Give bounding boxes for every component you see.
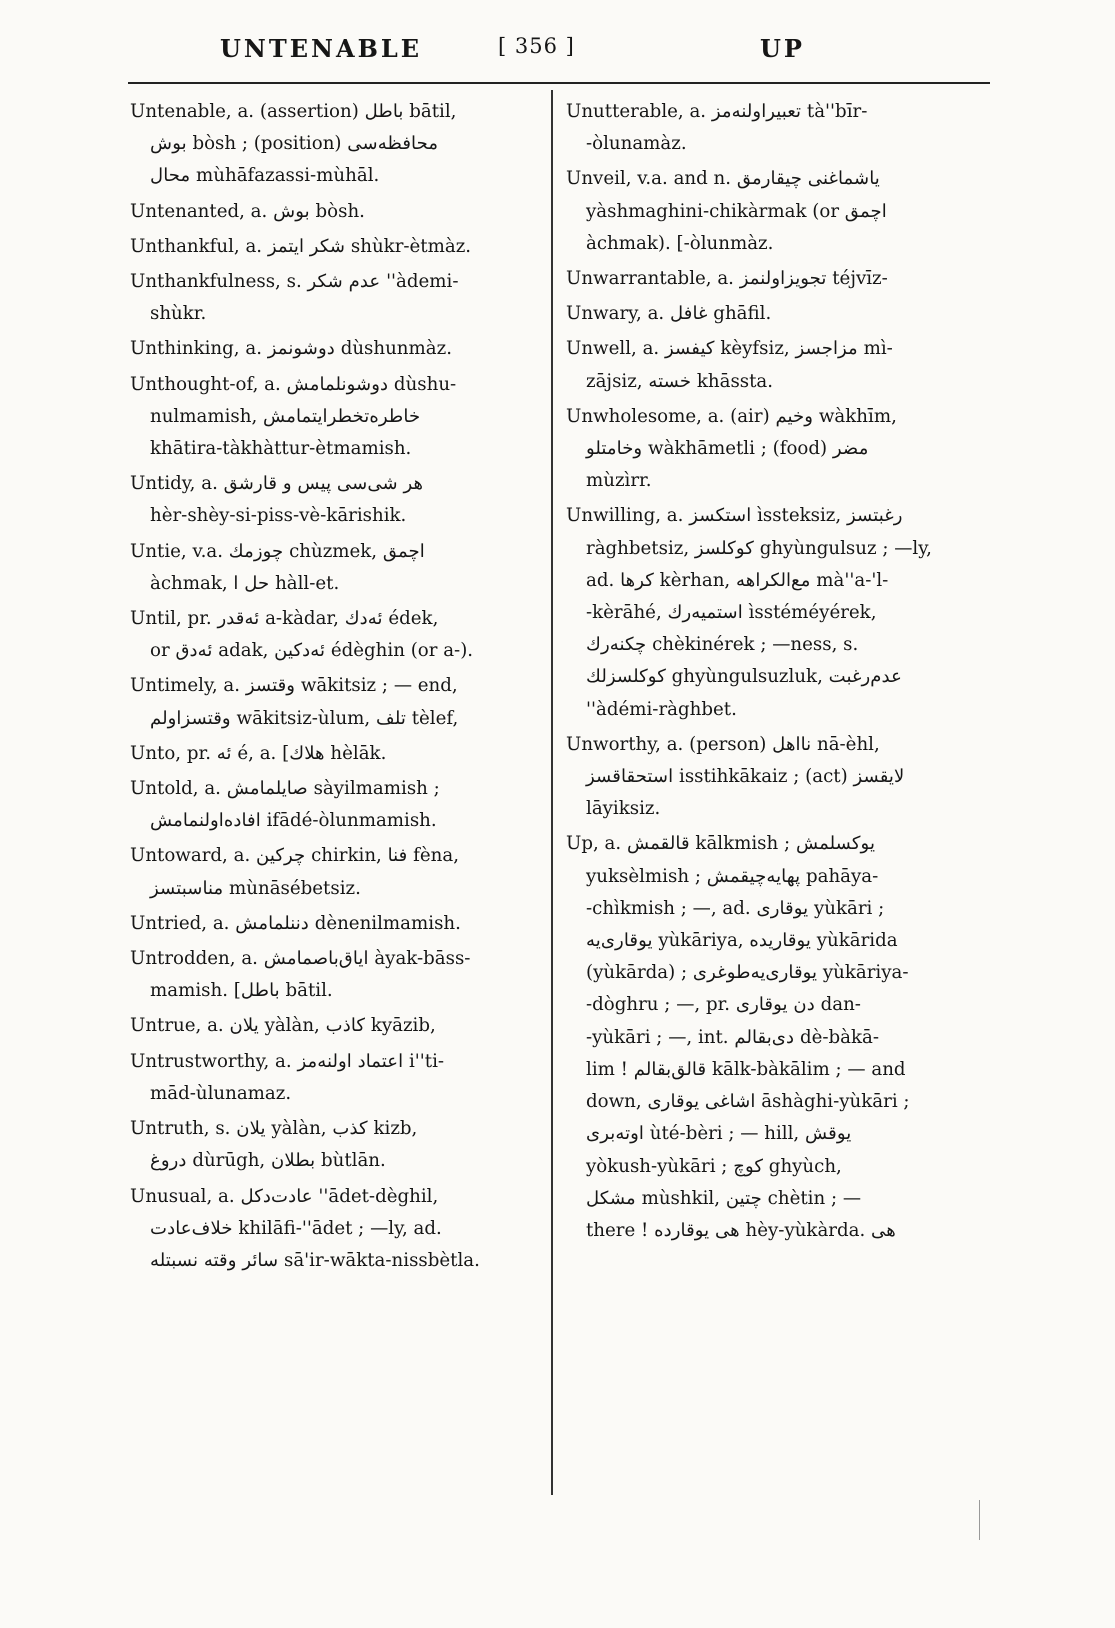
- entry-continuation: -kèrāhé, استميه‌رك ìsstéméyérek,: [586, 602, 877, 624]
- entry-continuation: استحقاقسز isstihkākaiz ; (act) لايقسز: [586, 766, 905, 788]
- dictionary-entry: [566, 163, 984, 260]
- dictionary-entry: [130, 1046, 532, 1110]
- entry-continuation: khātira-tàkhàttur-ètmamish.: [150, 438, 412, 460]
- entry-headline: Untrue, a. يلان yàlàn, كاذب kyāzib,: [130, 1015, 436, 1037]
- dictionary-entry: [130, 1010, 532, 1042]
- entry-headline: Untenanted, a. بوش bòsh.: [130, 200, 365, 222]
- entry-headline: Untrodden, a. اياق‌باصمامش àyak-bāss-: [130, 948, 471, 970]
- entry-continuation: (yùkārda) ; يوقاری‌يه‌طوغری yùkāriya-: [586, 962, 909, 984]
- entry-continuation: ràghbetsiz, كوكلسز ghyùngulsuz ; —ly,: [586, 537, 932, 559]
- header-rule: [128, 82, 990, 84]
- entry-continuation: mād-ùlunamaz.: [150, 1082, 292, 1104]
- entry-headline: Unthankfulness, s. عدم شكر ''àdemi-: [130, 271, 459, 293]
- entry-continuation: -chìkmish ; —, ad. يوقاری yùkāri ;: [586, 897, 885, 919]
- dictionary-entry: [130, 738, 532, 770]
- running-head-left: UNTENABLE: [220, 34, 423, 63]
- entry-continuation: دروغ dùrūgh, بطلان bùtlān.: [150, 1150, 386, 1172]
- dictionary-entry: [130, 1113, 532, 1177]
- dictionary-entry: [130, 908, 532, 940]
- entry-headline: Unutterable, a. تعبيراولنه‌مز tà''bīr-: [566, 101, 868, 122]
- entry-continuation: lim ! قالق‌بقالم kālk-bàkālim ; — and: [586, 1058, 906, 1080]
- entry-headline: Untruth, s. يلان yàlàn, كذب kizb,: [130, 1118, 418, 1140]
- entry-continuation: or ئه‌دق adak, ئه‌دكين édèghin (or a-).: [150, 640, 474, 662]
- entry-continuation: there ! هی يوقارده hèy-yùkàrda. هی: [586, 1219, 896, 1241]
- entry-headline: Untidy, a. هر شی‌سی پیس و قارشق: [130, 473, 424, 495]
- entry-headline: Unwary, a. غافل ghāfil.: [566, 303, 772, 325]
- running-head-right: UP: [760, 34, 805, 63]
- entry-continuation: خلاف‌عادت khilāfi-''ādet ; —ly, ad.: [150, 1217, 442, 1239]
- entry-continuation: ad. كرها kèrhan, مع‌الكراهه mà''a-'l-: [586, 569, 889, 591]
- dictionary-entry: [130, 603, 532, 667]
- entry-headline: Unthankful, a. شكر ايتمز shùkr-ètmàz.: [130, 235, 472, 257]
- margin-mark: [979, 1500, 980, 1540]
- dictionary-entry: [130, 1181, 532, 1278]
- dictionary-entry: [566, 729, 984, 826]
- page-number: [ 356 ]: [498, 34, 575, 58]
- entry-headline: Unwell, a. كيفسز kèyfsiz, مزاجسز mì-: [566, 338, 893, 360]
- entry-continuation: down, اشاغی يوقاری āshàghi-yùkāri ;: [586, 1091, 910, 1113]
- dictionary-entry: [130, 333, 532, 365]
- dictionary-entry: [130, 468, 532, 532]
- dictionary-entry: [566, 333, 984, 397]
- entry-headline: Unworthy, a. (person) نااهل nā-èhl,: [566, 733, 880, 755]
- entry-headline: Untried, a. دننلمامش dènenilmamish.: [130, 912, 461, 934]
- dictionary-entry: [566, 500, 984, 725]
- entry-continuation: -òlunamàz.: [586, 133, 687, 155]
- entry-headline: Untie, v.a. چوزمك chùzmek, اچمق: [130, 540, 425, 562]
- entry-continuation: àchmak). [-òlunmàz.: [586, 232, 774, 254]
- dictionary-entry: [130, 196, 532, 228]
- entry-continuation: yòkush-yùkāri ; كوچ ghyùch,: [586, 1155, 842, 1177]
- entry-headline: Until, pr. ئه‌قدر a-kàdar, ئه‌دك édek,: [130, 608, 439, 630]
- entry-headline: Unwarrantable, a. تجويزاولنمز téjvīz-: [566, 268, 888, 290]
- entry-continuation: سائر وقته نسبتله sā'ir-wākta-nissbètla.: [150, 1249, 480, 1271]
- entry-continuation: مشكل mùshkil, چتين chètin ; —: [586, 1187, 862, 1209]
- entry-headline: Untold, a. صايلمامش sàyilmamish ;: [130, 778, 440, 800]
- dictionary-entry: [130, 536, 532, 600]
- dictionary-entry: [130, 96, 532, 193]
- entry-continuation: mamish. [باطل bātil.: [150, 980, 333, 1002]
- dictionary-entry: [130, 369, 532, 466]
- entry-continuation: وقتسزاولم wākitsiz-ùlum, تلف tèlef,: [150, 707, 459, 729]
- entry-continuation: yàshmaghini-chikàrmak (or اچمق: [586, 200, 887, 222]
- left-column: [130, 96, 532, 1280]
- entry-continuation: يوقاری‌يه yùkāriya, يوقاريده yùkārida: [586, 930, 898, 952]
- dictionary-entry: [130, 266, 532, 330]
- dictionary-entry: [566, 263, 984, 295]
- entry-continuation: اوته‌بری ùté-bèri ; — hill, يوقش: [586, 1123, 852, 1145]
- entry-continuation: بوش bòsh ; (position) محافظه‌سی: [150, 133, 439, 155]
- dictionary-entry: [130, 231, 532, 263]
- entry-headline: Unveil, v.a. and n. ياشماغنی چيقارمق: [566, 168, 880, 190]
- dictionary-entry: [130, 840, 532, 904]
- entry-continuation: mùzìrr.: [586, 470, 652, 492]
- entry-continuation: nulmamish, خاطره‌تخطرايتمامش: [150, 405, 421, 427]
- entry-headline: Up, a. قالقمش kālkmish ; يوكسلمش: [566, 833, 876, 855]
- page-header: [120, 34, 1000, 74]
- dictionary-entry: [566, 96, 984, 160]
- entry-continuation: shùkr.: [150, 303, 207, 325]
- dictionary-entry: [566, 401, 984, 498]
- dictionary-entry: [130, 773, 532, 837]
- entry-continuation: hèr-shèy-si-piss-vè-kārishik.: [150, 505, 407, 527]
- entry-continuation: ''àdémi-ràghbet.: [586, 698, 737, 720]
- entry-continuation: افاده‌اولنمامش ifādé-òlunmamish.: [150, 810, 437, 832]
- entry-continuation: -yùkāri ; —, int. دی‌بقالم dè-bàkā-: [586, 1026, 879, 1048]
- entry-continuation: وخامتلو wàkhāmetli ; (food) مضر: [586, 438, 869, 460]
- entry-continuation: كوكلسزلك ghyùngulsuzluk, عدم‌رغبت: [586, 666, 902, 688]
- column-divider: [551, 90, 553, 1495]
- dictionary-entry: [130, 943, 532, 1007]
- entry-continuation: yuksèlmish ; پهايه‌چيقمش pahāya-: [586, 865, 879, 887]
- dictionary-entry: [130, 670, 532, 734]
- entry-headline: Untrustworthy, a. اعتماد اولنه‌مز i''ti-: [130, 1050, 445, 1072]
- entry-continuation: -dòghru ; —, pr. دن يوقاری dan-: [586, 994, 861, 1016]
- entry-continuation: lāyiksiz.: [586, 798, 661, 820]
- entry-headline: Unusual, a. عادت‌دكل ''ādet-dèghil,: [130, 1185, 439, 1207]
- dictionary-entry: [566, 828, 984, 1247]
- entry-headline: Unwholesome, a. (air) وخيم wàkhīm,: [566, 405, 897, 427]
- entry-continuation: چكنه‌رك chèkinérek ; —ness, s.: [586, 634, 859, 656]
- entry-continuation: zājsiz, خسته khāssta.: [586, 370, 774, 392]
- entry-continuation: àchmak, حل ا hàll-et.: [150, 572, 340, 594]
- entry-headline: Untenable, a. (assertion) باطل bātil,: [130, 101, 457, 122]
- entry-headline: Unthinking, a. دوشونمز dùshunmàz.: [130, 338, 452, 360]
- entry-continuation: محال mùhāfazassi-mùhāl.: [150, 165, 380, 187]
- dictionary-entry: [566, 298, 984, 330]
- entry-headline: Untimely, a. وقتسز wākitsiz ; — end,: [130, 675, 458, 697]
- right-column: [566, 96, 984, 1250]
- entry-headline: Unthought-of, a. دوشونلمامش dùshu-: [130, 373, 457, 395]
- entry-headline: Unwilling, a. استكسز ìssteksiz, رغبتسز: [566, 505, 903, 527]
- entry-continuation: مناسبتسز mùnāsébetsiz.: [150, 877, 361, 899]
- entry-headline: Untoward, a. چركين chirkin, فنا fèna,: [130, 845, 459, 867]
- entry-headline: Unto, pr. ئه é, a. [هلاك hèlāk.: [130, 742, 387, 764]
